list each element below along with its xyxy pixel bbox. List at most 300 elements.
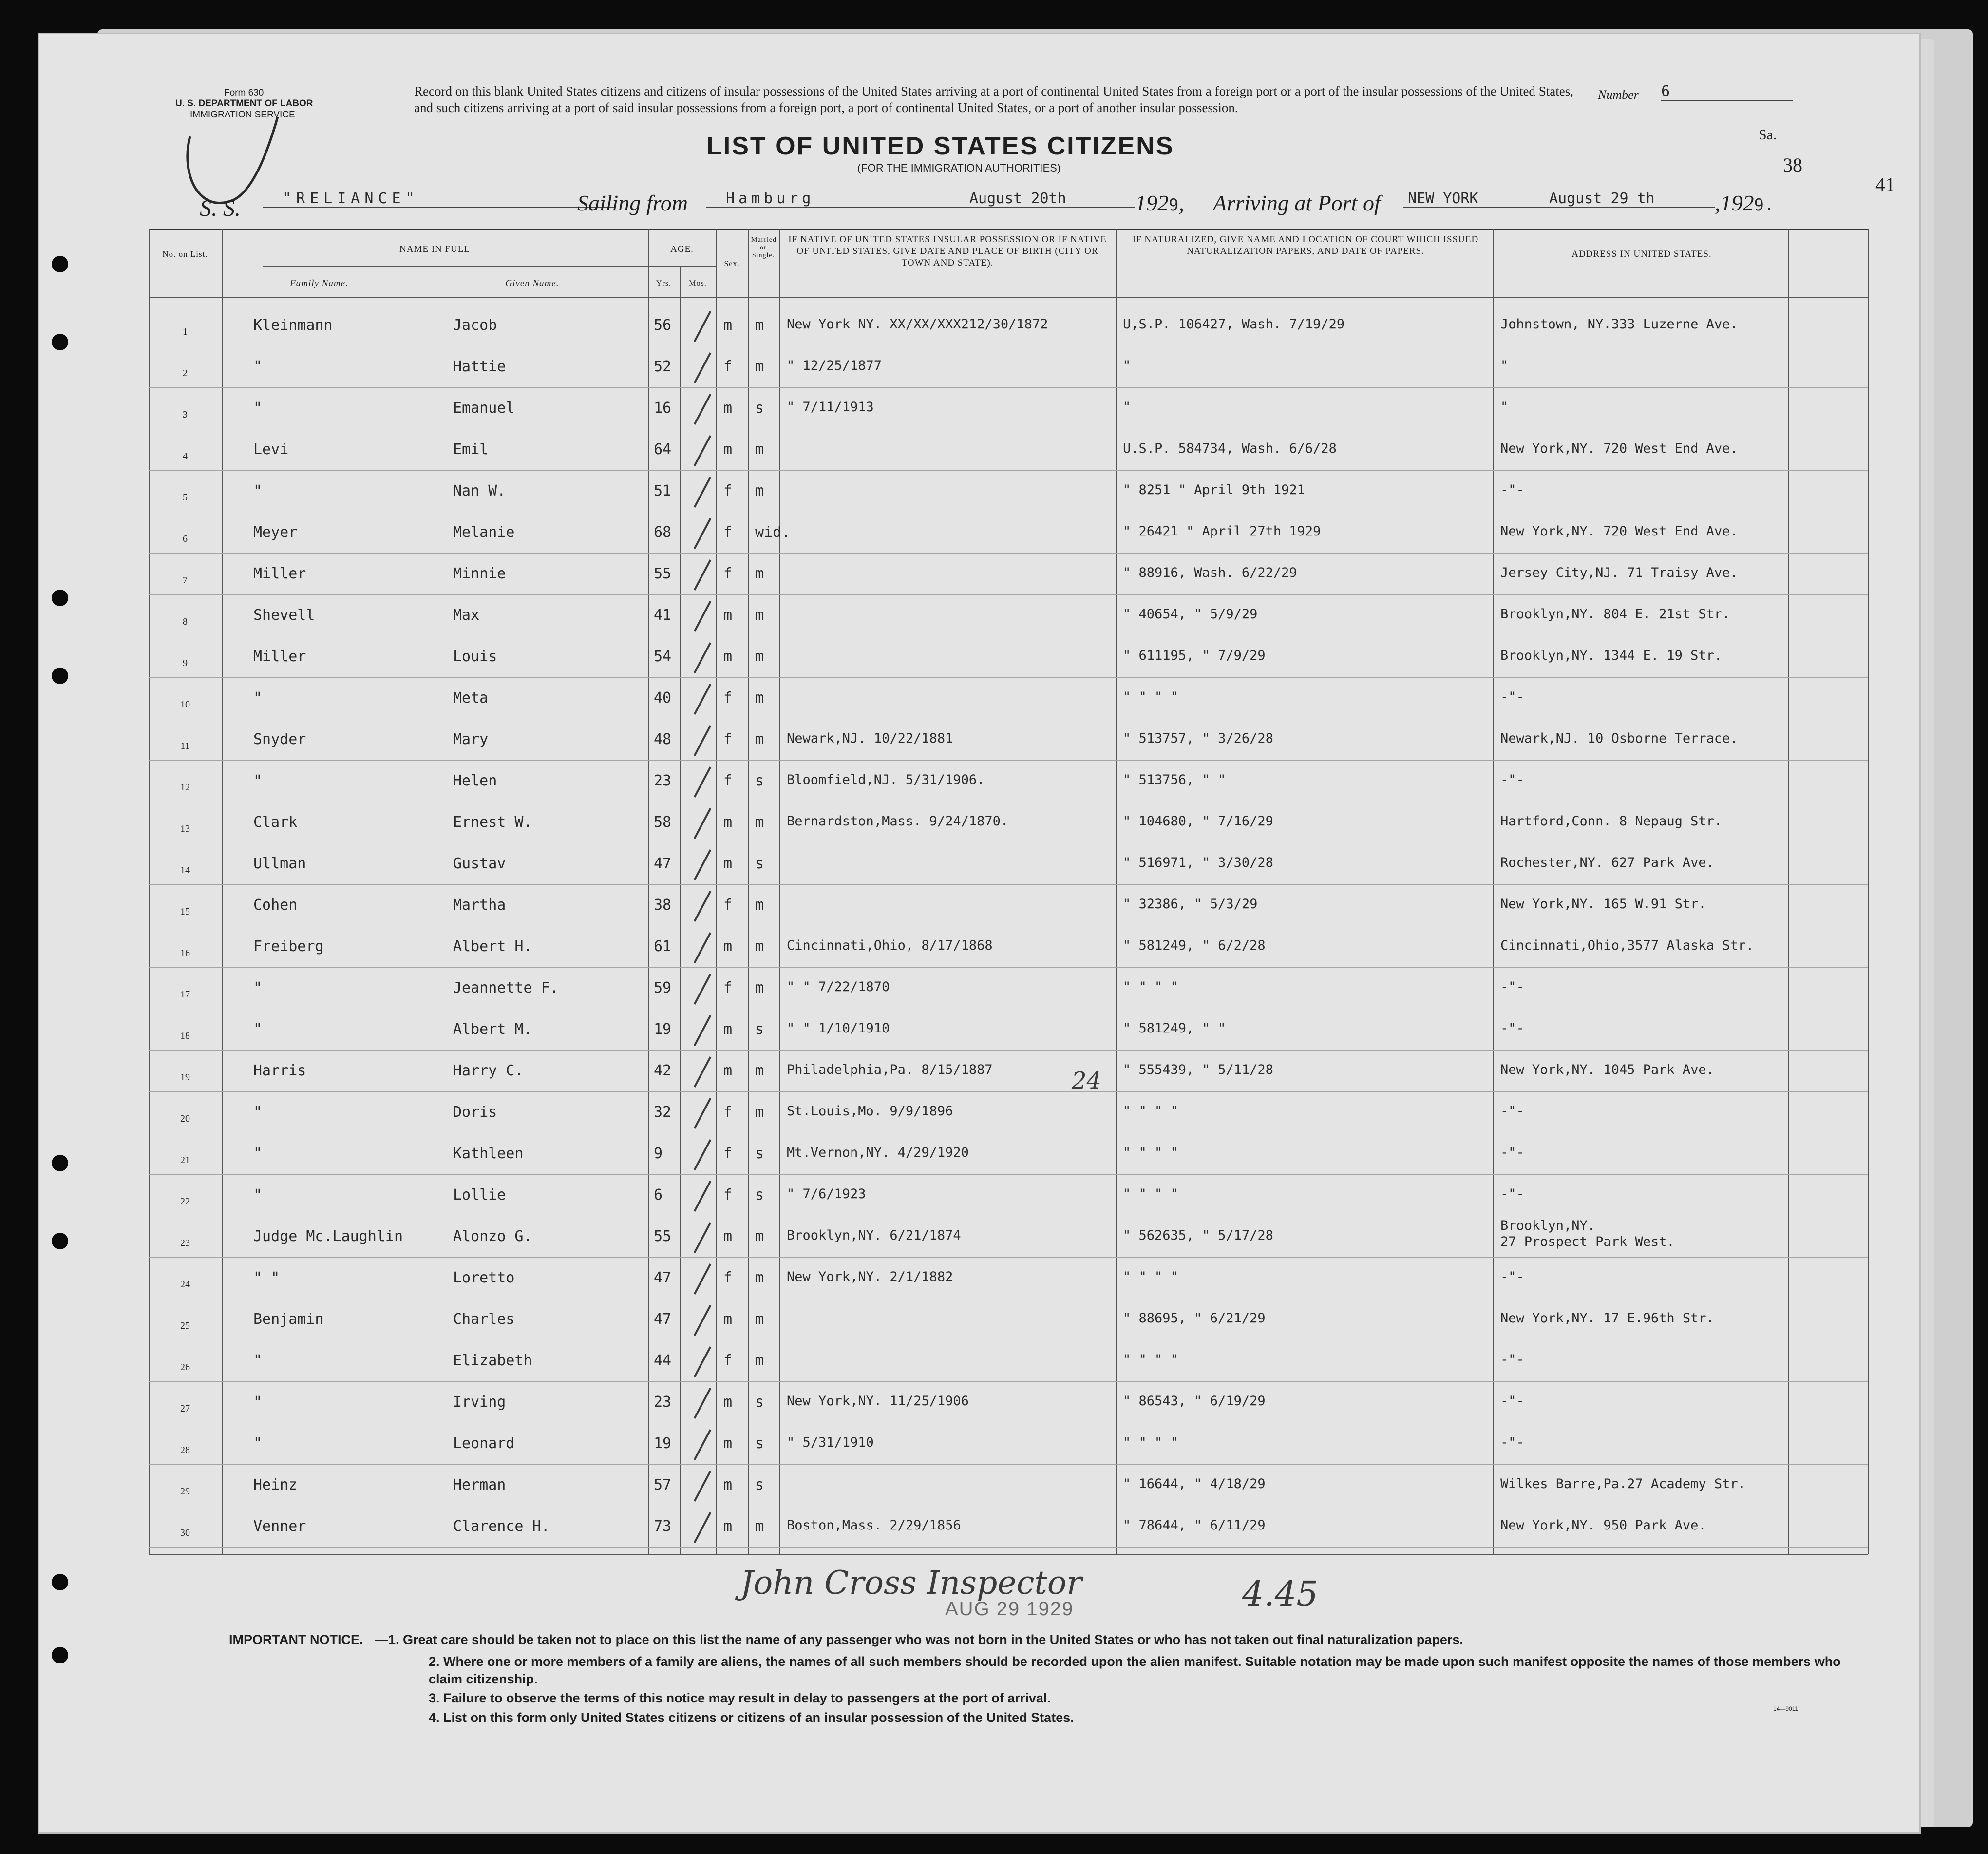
cell-addr: Jersey City,NJ. 71 Traisy Ave. [1500,565,1738,580]
cell-family: " [253,1352,263,1369]
tick-mark [694,1181,711,1212]
ship-name: "RELIANCE" [263,190,614,208]
cell-addr: -"- [1500,1021,1524,1036]
cell-addr: Brooklyn,NY. 804 E. 21st Str. [1500,607,1730,622]
cell-birth: New York NY. XX/XX/XXX212/30/1872 [787,317,1048,332]
cell-sex: m [723,1518,733,1535]
cell-given: Gustav [453,855,506,872]
department-line: U. S. DEPARTMENT OF LABOR [175,98,313,109]
arrival-year-prefix: 192 [1720,191,1754,215]
cell-sex: m [723,400,733,417]
cell-ms: m [755,979,764,996]
cell-age: 56 [654,317,672,334]
cell-ms: m [755,1104,764,1121]
header-married-single: Married or Single. [751,236,777,259]
cell-sex: f [723,979,733,996]
row-divider [149,594,1868,595]
cell-addr: -"- [1500,1435,1524,1450]
cell-nat: " 26421 " April 27th 1929 [1123,524,1321,539]
arrival-year-suffix: 9. [1754,195,1774,215]
sailing-port: Hamburg [706,190,979,208]
punch-hole [52,1574,68,1590]
cell-given: Irving [453,1394,506,1411]
cell-age: 47 [654,1311,672,1328]
punch-hole [52,668,68,684]
tick-mark [694,808,711,839]
punch-hole [52,590,68,606]
tick-mark [694,1346,711,1377]
cell-birth: " 7/6/1923 [787,1186,866,1202]
cell-sex: f [723,1104,733,1121]
cell-no: 12 [180,782,190,793]
cell-given: Minnie [453,565,506,582]
instruction-text: Record on this blank United States citizens and citizens of insular possessions of the United States arriving at a port of continental United States from a foreign port or a port of the insular possessions of the United States, and such citizens arriving at a port of said insular possessions from a foreign port, a port of continental United States, or a port of another insular possession. [414,84,1573,115]
cell-age: 58 [654,814,672,831]
cell-age: 38 [654,897,672,914]
cell-age: 6 [654,1186,663,1204]
row-divider [149,760,1868,761]
cell-nat: " 16644, " 4/18/29 [1123,1476,1266,1491]
cell-ms: s [755,1476,764,1493]
cell-no: 17 [180,989,190,1000]
cell-addr: New York,NY. 950 Park Ave. [1500,1518,1706,1533]
col-line [648,229,649,1554]
cell-given: Clarence H. [453,1518,550,1535]
tick-mark [694,1512,711,1543]
col-line [779,229,780,1554]
cell-ms: m [755,1352,764,1369]
cell-nat: " " " " [1123,1145,1178,1160]
cell-family: Shevell [253,607,315,624]
cell-age: 23 [654,772,672,789]
tick-mark [694,1263,711,1295]
cell-no: 28 [180,1445,190,1455]
punch-hole [52,1233,68,1249]
cell-ms: m [755,607,764,624]
cell-given: Jeannette F. [453,979,559,996]
ss-label: S. S. [200,195,241,221]
sailing-year-suffix: 9 [1169,195,1179,215]
cell-addr: New York,NY. 1045 Park Ave. [1500,1062,1714,1077]
cell-birth: Bloomfield,NJ. 5/31/1906. [787,772,985,787]
cell-nat: " 78644, " 6/11/29 [1123,1518,1266,1533]
cell-given: Albert M. [453,1021,532,1038]
cell-given: Alonzo G. [453,1228,532,1245]
side-number: 41 [1875,173,1895,195]
tick-mark [694,891,711,922]
cell-family: Freiberg [253,938,324,955]
cell-family: Judge Mc.Laughlin [253,1228,403,1245]
cell-sex: m [723,317,733,334]
cell-sex: m [723,1062,733,1079]
cell-given: Helen [453,772,497,789]
cell-age: 68 [654,524,672,541]
cell-ms: m [755,814,764,831]
cell-no: 4 [183,451,188,461]
cell-nat: " [1123,358,1131,373]
page-number: 38 [1783,154,1802,176]
cell-no: 30 [180,1528,190,1538]
tick-mark [694,435,711,466]
cell-sex: f [723,731,733,748]
cell-nat: " 8251 " April 9th 1921 [1123,482,1305,497]
tick-mark [694,766,711,798]
cell-addr: Brooklyn,NY. 1344 E. 19 Str. [1500,648,1723,663]
cell-addr: " [1500,400,1509,415]
cell-age: 47 [654,855,672,872]
cell-ms: m [755,1518,764,1535]
cell-nat: " 88695, " 6/21/29 [1123,1311,1266,1326]
page-subtitle: (FOR THE IMMIGRATION AUTHORITIES) [857,162,1061,174]
cell-addr: Wilkes Barre,Pa.27 Academy Str. [1500,1476,1746,1491]
cell-given: Kathleen [453,1145,524,1162]
name-subheader-line [263,266,648,267]
header-yrs: Yrs. [656,279,672,287]
notice-label: IMPORTANT NOTICE. [229,1632,363,1647]
cell-sex: m [723,1394,733,1411]
cell-nat: " 516971, " 3/30/28 [1123,855,1273,870]
row-divider [149,1091,1868,1092]
cell-birth: New York,NY. 11/25/1906 [787,1394,969,1409]
cell-no: 26 [180,1362,190,1373]
cell-addr: -"- [1500,1186,1524,1202]
row-divider [149,553,1868,554]
cell-ms: m [755,648,764,665]
row-divider [149,1174,1868,1175]
arrival-date: August 29 th [1539,190,1715,208]
cell-given: Max [453,607,480,624]
tick-mark [694,932,711,963]
cell-sex: m [723,1476,733,1493]
cell-sex: f [723,358,733,375]
header-native: IF NATIVE OF UNITED STATES INSULAR POSSESSION OR IF NATIVE OF UNITED STATES, GIVE DATE AND PLACE OF BIRTH (CITY OR TOWN AND STATE). [788,234,1107,268]
tick-mark [694,311,711,342]
cell-family: Snyder [253,731,306,748]
cell-no: 10 [180,699,190,710]
cell-birth: Newark,NJ. 10/22/1881 [787,731,953,746]
row-divider [149,387,1868,388]
cell-sex: m [723,1311,733,1328]
cell-given: Melanie [453,524,515,541]
cell-no: 14 [180,865,190,876]
row-divider [149,677,1868,678]
cell-ms: m [755,358,764,375]
cell-ms: s [755,855,764,872]
cell-nat: " " " " [1123,1269,1178,1284]
cell-given: Mary [453,731,489,748]
cell-no: 19 [180,1072,190,1083]
tick-mark [694,352,711,383]
arrival-port: NEW YORK [1403,190,1539,208]
cell-age: 42 [654,1062,672,1079]
cell-no: 6 [183,534,188,544]
cell-given: Leonard [453,1435,515,1452]
cell-family: Benjamin [253,1311,324,1328]
cell-addr: New York,NY. 165 W.91 Str. [1500,897,1706,912]
cell-sex: m [723,938,733,955]
tick-mark [694,1471,711,1502]
cell-given: Meta [453,689,489,707]
cell-family: " [253,1435,263,1452]
punch-hole [52,1647,68,1663]
cell-age: 9 [654,1145,663,1162]
cell-family: Ullman [253,855,306,872]
cell-age: 23 [654,1394,672,1411]
cell-given: Loretto [453,1269,515,1286]
age-subheader-line [648,266,716,267]
cell-no: 1 [183,326,188,337]
table-header-border [149,297,1868,298]
cell-addr-line2: 27 Prospect Park West. [1500,1234,1675,1249]
cell-addr: -"- [1500,689,1524,705]
cell-birth: Bernardston,Mass. 9/24/1870. [787,814,1009,829]
cell-given: Herman [453,1476,506,1493]
sailing-year-prefix: 192 [1135,191,1169,215]
col-line [149,229,150,1554]
cell-addr: -"- [1500,1104,1524,1119]
sailing-label: Sailing from [577,191,688,215]
cell-nat: " " " " [1123,689,1178,705]
tick-mark [694,1139,711,1170]
manifest-page: Form 630 U. S. DEPARTMENT OF LABOR IMMIGRATION SERVICE Record on this blank United States citizens and citizens of insular possessions of the United States arriving at a port of continental United States from a foreign port or a port of the insular possessions of the United States, and such citizens arriving at a port of said insular possessions from a foreign port, a port of continental United States, or a port of another insular possession. Number 6 Sa. 38 41 LIST OF UNITED STATES CITIZENS (FOR THE IMMIGRATION AUTHORITIES) S. S. "RELIANCE" Sailing from Hamburg August 20th 1929, Arriving at Port of NEW YORK August 29 th ,1929. No. on List. NAME IN FULL Family Name. Given Name. AGE. Yrs. Mos. Sex. Married or Single. IF NATIVE OF UNITED STATES INSULAR POSSESSION OR IF NATIVE OF UNITED STATES, GIVE DATE AND PLACE OF BIRTH (CITY OR TOWN AND STATE). IF NATURALIZED, GIVE NAME AND LOCATION OF COURT WHICH ISSUED NATURALIZATION PAPERS, AND DATE OF PAPERS. ADDRESS IN UNITED STATES. 1 Kleinmann Jacob 56 m m New York NY. XX/XX/XXX212/30/1872 U,S.P. 106427, Wash. 7/19/29 Johnstown, NY.333 Luzerne Ave. 2 " Hattie 52 f m " 12/25/1877 " " 3 " Emanuel 16 m s " 7/11/1913 " " 4 Levi Emil 64 m m U.S.P. 584734, Wash. 6/6/28 New York,NY. 720 West End Ave. 5 " Nan W. 51 f m " 8251 " April 9th 1921 -"- 6 Meyer Melanie 68 f wid. " 26421 " April 27th 1929 New York,NY. 720 West End Ave. 7 Miller Minnie 55 f m " 88916, Wash. 6/22/29 Jersey City,NJ. 71 Traisy Ave. 8 Shevell Max 41 m m " 40654, " 5/9/29 Brooklyn,NY. 804 E. 21st Str. 9 Miller Louis 54 m m " 611195, " 7/9/29 Brooklyn,NY. 1344 E. 19 Str. 10 " Meta 40 f m " " " " -"- 11 Snyder Mary 48 f m Newark,NJ. 10/22/1881 " 513757, " 3/26/28 Newark,NJ. 10 Osborne Terrace. 12 " Helen 23 f s Bloomfield,NJ. 5/31/1906. " 513756, " " -"- 13 Clark Ernest W. 58 m m Bernardston,Mass. 9/24/1870. " 104680, " 7/16/29 Hartford,Conn. 8 Nepaug Str. 14 Ullman Gustav 47 m s " 516971, " 3/30/28 Rochester,NY. 627 Park Ave. 15 Cohen Martha 38 f m " 32386, " 5/3/29 New York,NY. 165 W.91 Str. 16 Freiberg Albert H. 61 m m Cincinnati,Ohio, 8/17/1868 " 581249, " 6/2/28 Cincinnati,Ohio,3577 Alaska Str. 17 " Jeannette F. 59 f m " " 7/22/1870 " " " " -"- 18 " Albert M. 19 m s " " 1/10/1910 " 581249, " " -"- 19 Harris Harry C. 42 m m Philadelphia,Pa. 8/15/1887 " 555439, " 5/11/28 New York,NY. 1045 Park Ave. 20 " Doris 32 f m St.Louis,Mo. 9/9/1896 " " " " -"- 21 " Kathleen 9 f s Mt.Vernon,NY. 4/29/1920 " " " " -"- 22 " Lollie 6 f s " 7/6/1923 " " " " -"- 23 Judge Mc.Laughlin Alonzo G. 55 m m Brooklyn,NY. 6/21/1874 " 562635, " 5/17/28 Brooklyn,NY. 27 Prospect Park West. 24 " " Loretto 47 f m New York,NY. 2/1/1882 " " " " -"- 25 Benjamin Charles 47 m m " 88695, " 6/21/29 New York,NY. 17 E.96th Str. 26 " Elizabeth 44 f m " " " " -"- 27 " Irving 23 m s New York,NY. 11/25/1906 " 86543, " 6/19/29 -"- 28 " Leonard 19 m s " 5/31/1910 " " " " -"- 29 Heinz Herman 57 m s " 16644, " 4/18/29 Wilkes Barre,Pa.27 Academy Str. 30 Venner Clarence H. 73 m m Boston,Mass. 2/29/1856 " 78644, " 6/11/29 New York,NY. 950 Park Ave. 24 John Cross Inspector AUG 29 1929 4.45 IMPORTANT NOTICE. —1. Great care should be taken not to place on this list the name of any passenger who was not born in the United States or who has not taken out final naturalization papers. 2. Where one or more members of a family are aliens, the names of all such members should be recorded upon the alien manifest. Suitable notation may be made upon such manifest opposite the names of those members who claim citizenship. 3. Failure to observe the terms of this notice may result in delay to passengers at the port of arrival. 4. List on this form only United States citizens or citizens of an insular possession of the United States. 14—9011 [39,34,1919,1832]
cell-birth: Mt.Vernon,NY. 4/29/1920 [787,1145,969,1160]
cell-birth: Brooklyn,NY. 6/21/1874 [787,1228,961,1243]
cell-family: Clark [253,814,298,831]
form-code: 14—9011 [1773,1705,1799,1712]
cell-given: Louis [453,648,497,665]
header-sex: Sex. [724,260,740,268]
cell-family: " [253,1145,263,1162]
cell-no: 3 [183,409,188,420]
cell-addr: Johnstown, NY.333 Luzerne Ave. [1500,317,1738,332]
cell-addr: -"- [1500,1394,1524,1409]
cell-family: " [253,689,263,707]
cell-nat: " 104680, " 7/16/29 [1123,814,1273,829]
cell-no: 18 [180,1031,190,1041]
header-no-on-list: No. on List. [162,249,208,259]
cell-nat: " 513756, " " [1123,772,1226,787]
cell-age: 55 [654,1228,672,1245]
cell-nat: " 581249, " 6/2/28 [1123,938,1266,953]
tick-mark [694,559,711,591]
inspector-signature: John Cross Inspector [740,1564,1082,1602]
cell-age: 19 [654,1021,672,1038]
cell-ms: m [755,731,764,748]
row-divider [149,1547,1868,1548]
tick-mark [694,725,711,756]
cell-ms: m [755,897,764,914]
header-age: AGE. [670,244,694,254]
tick-mark [694,1429,711,1460]
cell-addr: -"- [1500,1145,1524,1160]
margin-note: 24 [1072,1067,1102,1094]
cell-birth: " " 7/22/1870 [787,979,890,994]
cell-given: Elizabeth [453,1352,532,1369]
cell-nat: U.S.P. 584734, Wash. 6/6/28 [1123,441,1337,456]
cell-ms: m [755,938,764,955]
cell-addr: Newark,NJ. 10 Osborne Terrace. [1500,731,1738,746]
arriving-label: Arriving at Port of [1213,191,1381,215]
cell-ms: s [755,1186,764,1204]
tick-mark [694,477,711,508]
cell-given: Hattie [453,358,506,375]
cell-birth: Cincinnati,Ohio, 8/17/1868 [787,938,993,953]
cell-ms: s [755,1435,764,1452]
cell-ms: s [755,400,764,417]
header-address: ADDRESS IN UNITED STATES. [1571,249,1712,259]
cell-nat: " " " " [1123,1186,1178,1202]
page-title: LIST OF UNITED STATES CITIZENS [706,132,1174,160]
row-divider [149,1464,1868,1465]
tick-mark [694,1222,711,1253]
cell-no: 8 [183,616,188,627]
cell-family: Kleinmann [253,317,333,334]
cell-no: 2 [183,368,188,379]
cell-birth: Philadelphia,Pa. 8/15/1887 [787,1062,993,1077]
col-line [1493,229,1494,1554]
cell-age: 64 [654,441,672,458]
cell-age: 16 [654,400,672,417]
cell-given: Lollie [453,1186,506,1204]
row-divider [149,1257,1868,1258]
tick-mark [694,1098,711,1129]
cell-family: Cohen [253,897,298,914]
cell-age: 55 [654,565,672,582]
row-divider [149,470,1868,471]
cell-sex: f [723,1352,733,1369]
cell-addr: -"- [1500,979,1524,994]
cell-family: Venner [253,1518,306,1535]
cell-ms: s [755,772,764,789]
cell-ms: m [755,1228,764,1245]
row-divider [149,884,1868,885]
cell-sex: f [723,1269,733,1286]
punch-hole [52,1155,68,1171]
cell-age: 61 [654,938,672,955]
cell-birth: " " 1/10/1910 [787,1021,890,1036]
cell-family: Miller [253,565,306,582]
col-line [748,229,749,1554]
cell-nat: " " " " [1123,1352,1178,1367]
cell-sex: m [723,855,733,872]
punch-hole [52,256,68,272]
row-divider [149,1050,1868,1051]
cell-given: Emanuel [453,400,515,417]
cell-addr: New York,NY. 720 West End Ave. [1500,524,1738,539]
cell-family: Heinz [253,1476,298,1493]
cell-age: 52 [654,358,672,375]
cell-nat: " 513757, " 3/26/28 [1123,731,1273,746]
tick-mark [694,1388,711,1419]
cell-birth: Boston,Mass. 2/29/1856 [787,1518,961,1533]
cell-nat: " 562635, " 5/17/28 [1123,1228,1273,1243]
cell-sex: f [723,1145,733,1162]
cell-addr: -"- [1500,482,1524,497]
cell-given: Nan W. [453,482,506,499]
cell-no: 11 [180,741,190,751]
cell-sex: f [723,897,733,914]
col-line [716,229,717,1554]
cell-family: " [253,358,263,375]
header-naturalized: IF NATURALIZED, GIVE NAME AND LOCATION OF COURT WHICH ISSUED NATURALIZATION PAPERS, AND DATE OF PAPERS. [1132,234,1479,256]
cell-nat: " 40654, " 5/9/29 [1123,607,1258,622]
cell-family: " [253,1021,263,1038]
cell-addr: New York,NY. 720 West End Ave. [1500,441,1738,456]
cell-age: 51 [654,482,672,499]
cell-nat: " " " " [1123,1104,1178,1119]
notice-item-4: 4. List on this form only United States citizens or citizens of an insular possession of the United States. [429,1710,1074,1725]
number-label: Number [1598,88,1639,102]
cell-sex: f [723,772,733,789]
cell-birth: " 5/31/1910 [787,1435,874,1450]
service-line: IMMIGRATION SERVICE [190,110,295,120]
cell-no: 23 [180,1238,190,1248]
table-bottom-border [149,1554,1868,1555]
col-line [222,229,223,1554]
col-line [1868,229,1869,1554]
cell-no: 16 [180,948,190,958]
cell-age: 44 [654,1352,672,1369]
tick-mark [694,684,711,715]
header-family-name: Family Name. [290,278,348,288]
cell-sex: f [723,565,733,582]
cell-sex: m [723,1021,733,1038]
cell-age: 41 [654,607,672,624]
cell-no: 9 [183,658,188,669]
number-value: 6 [1661,83,1793,101]
cell-age: 47 [654,1269,672,1286]
cell-ms: m [755,565,764,582]
cell-birth: " 12/25/1877 [787,358,882,373]
tick-mark [694,1305,711,1336]
sailing-date: August 20th [960,190,1135,208]
row-divider [149,1381,1868,1382]
cell-no: 5 [183,492,188,503]
cell-nat: " [1123,400,1131,415]
cell-sex: f [723,1186,733,1204]
cell-family: " [253,1186,263,1204]
punch-hole [52,334,68,350]
cell-birth: St.Louis,Mo. 9/9/1896 [787,1104,953,1119]
cell-age: 73 [654,1518,672,1535]
col-line [1788,229,1789,1554]
tick-mark [694,394,711,425]
cell-ms: s [755,1145,764,1162]
tick-mark [694,849,711,880]
cell-given: Martha [453,897,506,914]
cell-ms: m [755,1269,764,1286]
header-given-name: Given Name. [505,278,559,288]
cell-ms: m [755,1311,764,1328]
cell-family: " " [253,1269,280,1286]
cell-sex: m [723,1228,733,1245]
cell-no: 13 [180,823,190,834]
cell-given: Albert H. [453,938,532,955]
cell-no: 22 [180,1196,190,1207]
cell-ms: m [755,482,764,499]
cell-family: " [253,400,263,417]
cell-sex: m [723,441,733,458]
cell-ms: s [755,1021,764,1038]
cell-family: Harris [253,1062,306,1079]
cell-nat: " " " " [1123,979,1178,994]
cell-addr: -"- [1500,1352,1524,1367]
notice-item-2: 2. Where one or more members of a family are aliens, the names of all such members should be recorded upon the alien manifest. Suitable notation may be made upon such manifest opposite the names of those members who claim citizenship. [429,1654,1841,1686]
cell-nat: " 32386, " 5/3/29 [1123,897,1258,912]
col-line [1116,229,1117,1554]
cell-nat: " 581249, " " [1123,1021,1226,1036]
cell-no: 29 [180,1486,190,1497]
